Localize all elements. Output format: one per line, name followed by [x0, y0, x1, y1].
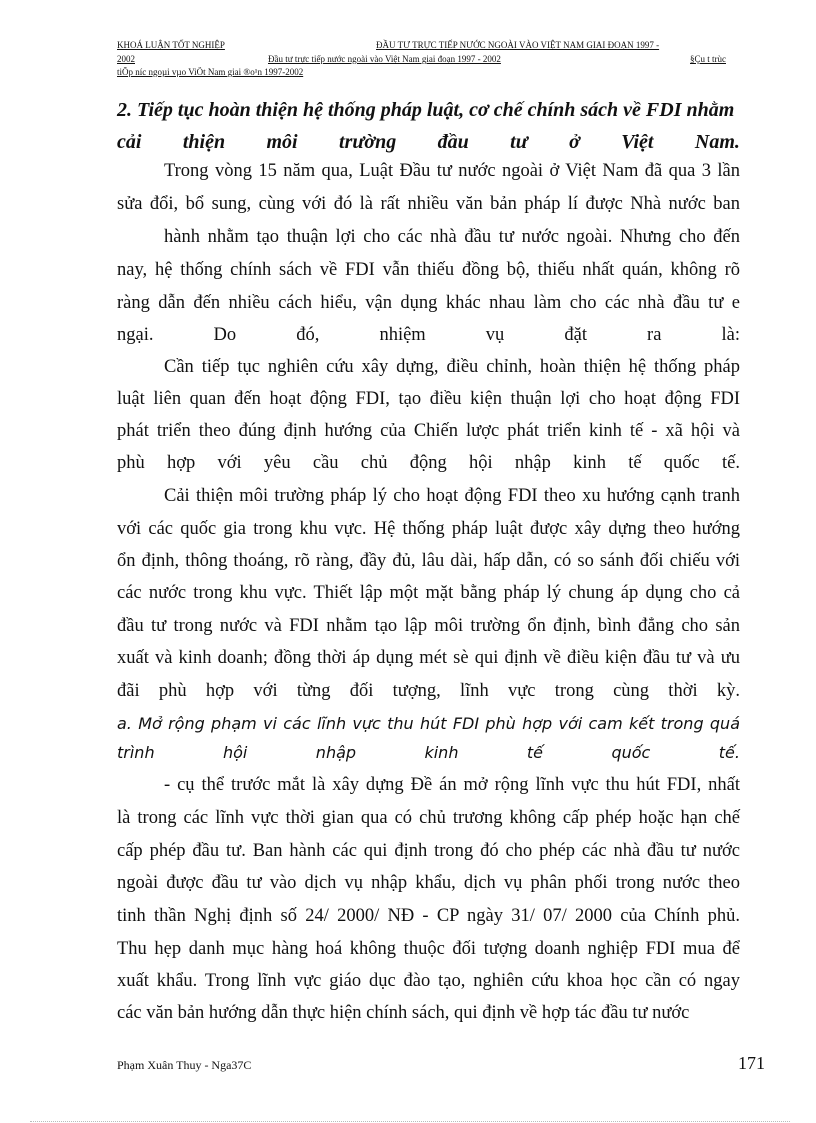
- text-line: - cụ thể trước mắt là xây dựng Đề án mở rộng lĩnh vực thu hút FDI, nhất: [164, 775, 740, 795]
- text-line: đãi phù hợp với từng đối tượng, lĩnh vực trong cùng thời kỳ.: [117, 681, 740, 701]
- heading-line-1: 2. Tiếp tục hoàn thiện hệ thống pháp luật, cơ chế chính sách về FDI nhằm: [117, 99, 735, 121]
- heading-word: Nam.: [694, 131, 740, 153]
- heading-word: ở: [569, 131, 580, 153]
- header-garbled-line: tiÕp níc ngoµi vµo ViÖt Nam giai ®o¹n 1997-2002: [117, 67, 304, 77]
- text-line: ngại. Do đó, nhiệm vụ đặt ra là:: [117, 325, 740, 345]
- heading-word: Việt: [621, 131, 654, 153]
- text-line: Thu hẹp danh mục hàng hoá không thuộc đối tượng doanh nghiệp FDI mua để: [117, 939, 740, 959]
- heading-word: trường: [339, 131, 397, 153]
- text-line: xuất và kinh doanh; đồng thời áp dụng mét sè qui định về điều kiện đầu tư và ưu: [117, 648, 740, 668]
- text-line: Trong vòng 15 năm qua, Luật Đầu tư nước ngoài ở Việt Nam đã qua 3 lần: [164, 161, 740, 181]
- text-line: tinh thần Nghị định số 24/ 2000/ NĐ - CP ngày 31/ 07/ 2000 của Chính phủ.: [117, 906, 740, 926]
- text-line: các nước trong khu vực. Thiết lập một mặt bằng pháp lý chung áp dụng cho cả: [117, 583, 740, 603]
- subheading-word: hội: [223, 743, 248, 762]
- text-line: luật liên quan đến hoạt động FDI, tạo điều kiện thuận lợi cho hoạt động FDI: [117, 389, 740, 409]
- text-line: nay, hệ thống chính sách về FDI vẫn thiếu đồng bộ, thiếu nhất quán, không rõ: [117, 260, 740, 280]
- text-line: hành nhằm tạo thuận lợi cho các nhà đầu tư nước ngoài. Nhưng cho đến: [164, 227, 740, 247]
- heading-word: đầu: [437, 131, 469, 153]
- text-line: ràng dẫn đến nhiều cách hiểu, vận dụng khác nhau làm cho các nhà đầu tư e: [117, 293, 740, 313]
- header-topic-subtitle: Đầu tư trực tiếp nước ngoài vào Việt Nam giai đoạn 1997 - 2002: [268, 54, 501, 64]
- text-line: với các quốc gia trong khu vực. Hệ thống pháp luật được xây dựng theo hướng: [117, 519, 740, 539]
- text-line: cấp phép đầu tư. Ban hành các qui định trong đó cho phép các nhà đầu tư nước: [117, 841, 740, 861]
- subheading-word: quốc: [611, 743, 651, 762]
- header-topic-title: ĐẦU TƯ TRỰC TIẾP NƯỚC NGOÀI VÀO VIỆT NAM GIAI ĐOẠN 1997 -: [376, 40, 660, 50]
- text-line: các văn bản hướng dẫn thực hiện chính sách, qui định về hợp tác đầu tư nước: [117, 1003, 690, 1023]
- subheading-line: a. Mở rộng phạm vi các lĩnh vực thu hút FDI phù hợp với cam kết trong quá: [117, 714, 740, 733]
- text-line: xuất khẩu. Trong lĩnh vực giáo dục đào tạo, nghiên cứu khoa học cần có ngay: [117, 971, 740, 991]
- text-line: phát triển theo đúng định hướng của Chiến lược phát triển kinh tế - xã hội và: [117, 421, 740, 441]
- text-line: sửa đổi, bổ sung, cùng với đó là rất nhiều văn bản pháp lí được Nhà nước ban: [117, 194, 740, 214]
- header-garbled-text: §Çu t trùc: [690, 54, 726, 64]
- text-line: Cần tiếp tục nghiên cứu xây dựng, điều chỉnh, hoàn thiện hệ thống pháp: [164, 357, 740, 377]
- heading-line-2: [117, 126, 740, 158]
- text-line: đầu tư trong nước và FDI nhằm tạo lập môi trường ổn định, bình đẳng cho sản: [117, 616, 740, 636]
- section-heading: [117, 94, 740, 158]
- text-line: ngoài được đầu tư vào dịch vụ nhập khẩu, dịch vụ phân phối trong nước theo: [117, 873, 740, 893]
- heading-word: cải: [117, 131, 142, 153]
- text-line: ổn định, thông thoáng, rõ ràng, đầy đủ, lâu dài, hấp dẫn, có so sánh đối chiếu với: [117, 551, 740, 571]
- subheading-word: tế.: [718, 743, 740, 762]
- subheading-line: [117, 743, 740, 762]
- subheading-word: kinh: [424, 743, 459, 762]
- subheading-word: tế: [526, 743, 544, 762]
- page-number: 171: [738, 1053, 765, 1073]
- subheading-word: trình: [117, 743, 155, 762]
- text-line: là trong các lĩnh vực thời gian qua có chủ trương không cấp phép hoặc hạn chế: [117, 808, 740, 828]
- footer-divider: [30, 1121, 790, 1122]
- heading-word: thiện: [182, 131, 226, 153]
- heading-word: tư: [510, 131, 528, 153]
- footer-author: Phạm Xuân Thuy - Nga37C: [117, 1058, 252, 1072]
- text-line: Cải thiện môi trường pháp lý cho hoạt động FDI theo xu hướng cạnh tranh: [164, 486, 740, 506]
- header-thesis-label: KHOÁ LUẬN TỐT NGHIỆP: [117, 40, 225, 50]
- heading-word: môi: [266, 131, 298, 153]
- header-year: 2002: [117, 54, 135, 64]
- text-line: phù hợp với yêu cầu chủ động hội nhập kinh tế quốc tế.: [117, 453, 740, 473]
- subheading-word: nhập: [315, 743, 357, 762]
